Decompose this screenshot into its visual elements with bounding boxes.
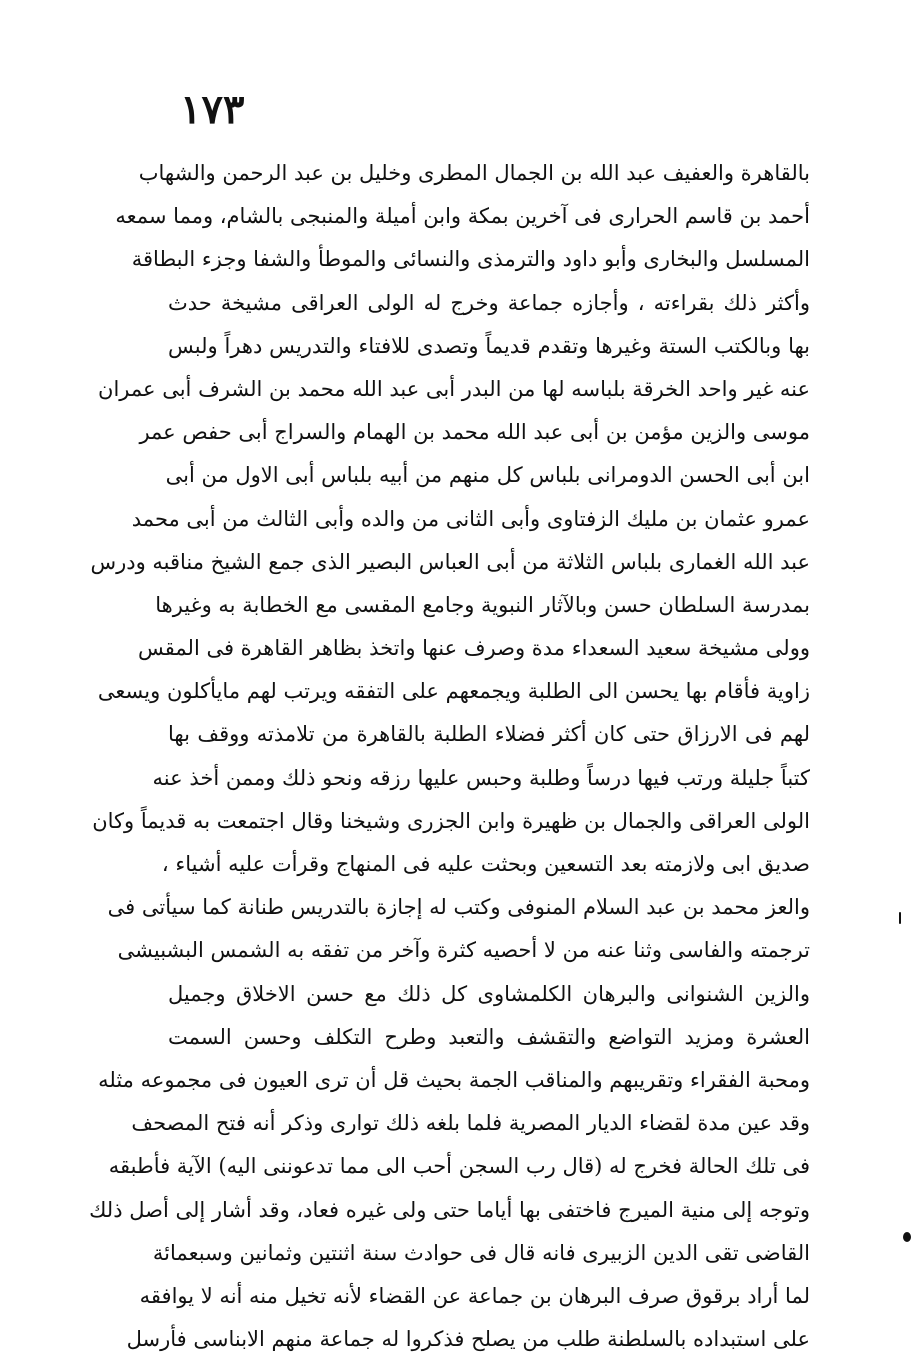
margin-ink-dot <box>903 1232 911 1242</box>
text-line: فى تلك الحالة فخرج له (قال رب السجن أحب الى مما تدعوننى اليه) الآية فأطبقه <box>108 1154 810 1179</box>
text-line: ترجمته والفاسى وثنا عنه من لا أحصيه كثرة وآخر من تفقه به الشمس البشبيشى <box>117 938 810 963</box>
text-line: المسلسل والبخارى وأبو داود والترمذى والنسائى والموطأ والشفا وجزء البطاقة <box>131 247 810 272</box>
body-text <box>89 152 810 1361</box>
text-line: العشرة ومزيد التواضع والتقشف والتعبد وطرح التكلف وحسن السمت <box>168 1024 810 1049</box>
text-line: القاضى تقى الدين الزبيرى فانه قال فى حوادث سنة اثنتين وثمانين وسبعمائة <box>152 1240 810 1265</box>
text-line: ومحبة الفقراء وتقريبهم والمناقب الجمة بحيث قل أن ترى العيون فى مجموعه مثله <box>98 1067 810 1092</box>
text-line: لهم فى الارزاق حتى كان أكثر فضلاء الطلبة بالقاهرة من تلامذته ووقف بها <box>168 722 810 747</box>
text-line: وتوجه إلى منية الميرج فاختفى بها أياما حتى ولى غيره فعاد، وقد أشار إلى أصل ذلك <box>89 1197 810 1222</box>
text-line: لما أراد برقوق صرف البرهان بن جماعة عن القضاء لأنه تخيل منه أنه لا يوافقه <box>139 1283 810 1308</box>
text-line: بها وبالكتب الستة وغيرها وتقدم قديماً وتصدى للافتاء والتدريس دهراً ولبس <box>168 333 810 358</box>
text-line: كتباً جليلة ورتب فيها درساً وطلبة وحبس عليها رزقه ونحو ذلك وممن أخذ عنه <box>152 765 810 790</box>
text-line: موسى والزين مؤمن بن أبى عبد الله محمد بن الهمام والسراج أبى حفص عمر <box>139 420 810 445</box>
text-line: عنه غير واحد الخرقة بلباسه لها من البدر أبى عبد الله محمد بن الشرف أبى عمران <box>98 376 810 401</box>
text-line: على استبداده بالسلطنة طلب من يصلح فذكروا له جماعة منهم الابناسى فأرسل <box>126 1327 810 1352</box>
text-line: أحمد بن قاسم الحرارى فى آخرين بمكة وابن أميلة والمنبجى بالشام، ومما سمعه <box>115 204 810 229</box>
text-line: زاوية فأقام بها يحسن الى الطلبة ويجمعهم على التفقه ويرتب لهم مايأكلون ويسعى <box>97 679 810 704</box>
text-line: صديق ابى ولازمته بعد التسعين وبحثت عليه فى المنهاج وقرأت عليه أشياء ، <box>161 852 810 876</box>
text-line: الولى العراقى والجمال بن ظهيرة وابن الجزرى وشيخنا وقال اجتمعت به قديماً وكان <box>92 808 810 833</box>
text-line: وأكثر ذلك بقراءته ، وأجازه جماعة وخرج له الولى العراقى مشيخة حدث <box>168 290 810 315</box>
text-line: ابن أبى الحسن الدومرانى بلباس كل منهم من أبيه بلباس أبى الاول من أبى <box>165 463 810 488</box>
page-number: ١٧٣ <box>180 86 245 133</box>
text-line: وقد عين مدة لقضاء الديار المصرية فلما بلغه ذلك توارى وذكر أنه فتح المصحف <box>131 1111 810 1136</box>
text-line: بالقاهرة والعفيف عبد الله بن الجمال المطرى وخليل بن عبد الرحمن والشهاب <box>138 161 810 185</box>
text-line: عبد الله الغمارى بلباس الثلاثة من أبى العباس البصير الذى جمع الشيخ مناقبه ودرس <box>90 549 810 574</box>
text-line: والزين الشنوانى والبرهان الكلمشاوى كل ذلك مع حسن الاخلاق وجميل <box>168 981 810 1006</box>
text-line: والعز محمد بن عبد السلام المنوفى وكتب له إجازة بالتدريس طنانة كما سيأتى فى <box>107 895 810 920</box>
margin-ink-tick <box>899 912 901 924</box>
text-line: وولى مشيخة سعيد السعداء مدة وصرف عنها واتخذ بظاهر القاهرة فى المقس <box>138 636 810 661</box>
text-line: بمدرسة السلطان حسن وبالآثار النبوية وجامع المقسى مع الخطابة به وغيرها <box>155 592 810 617</box>
text-line: عمرو عثمان بن مليك الزفتاوى وأبى الثانى من والده وأبى الثالث من أبى محمد <box>131 506 810 531</box>
